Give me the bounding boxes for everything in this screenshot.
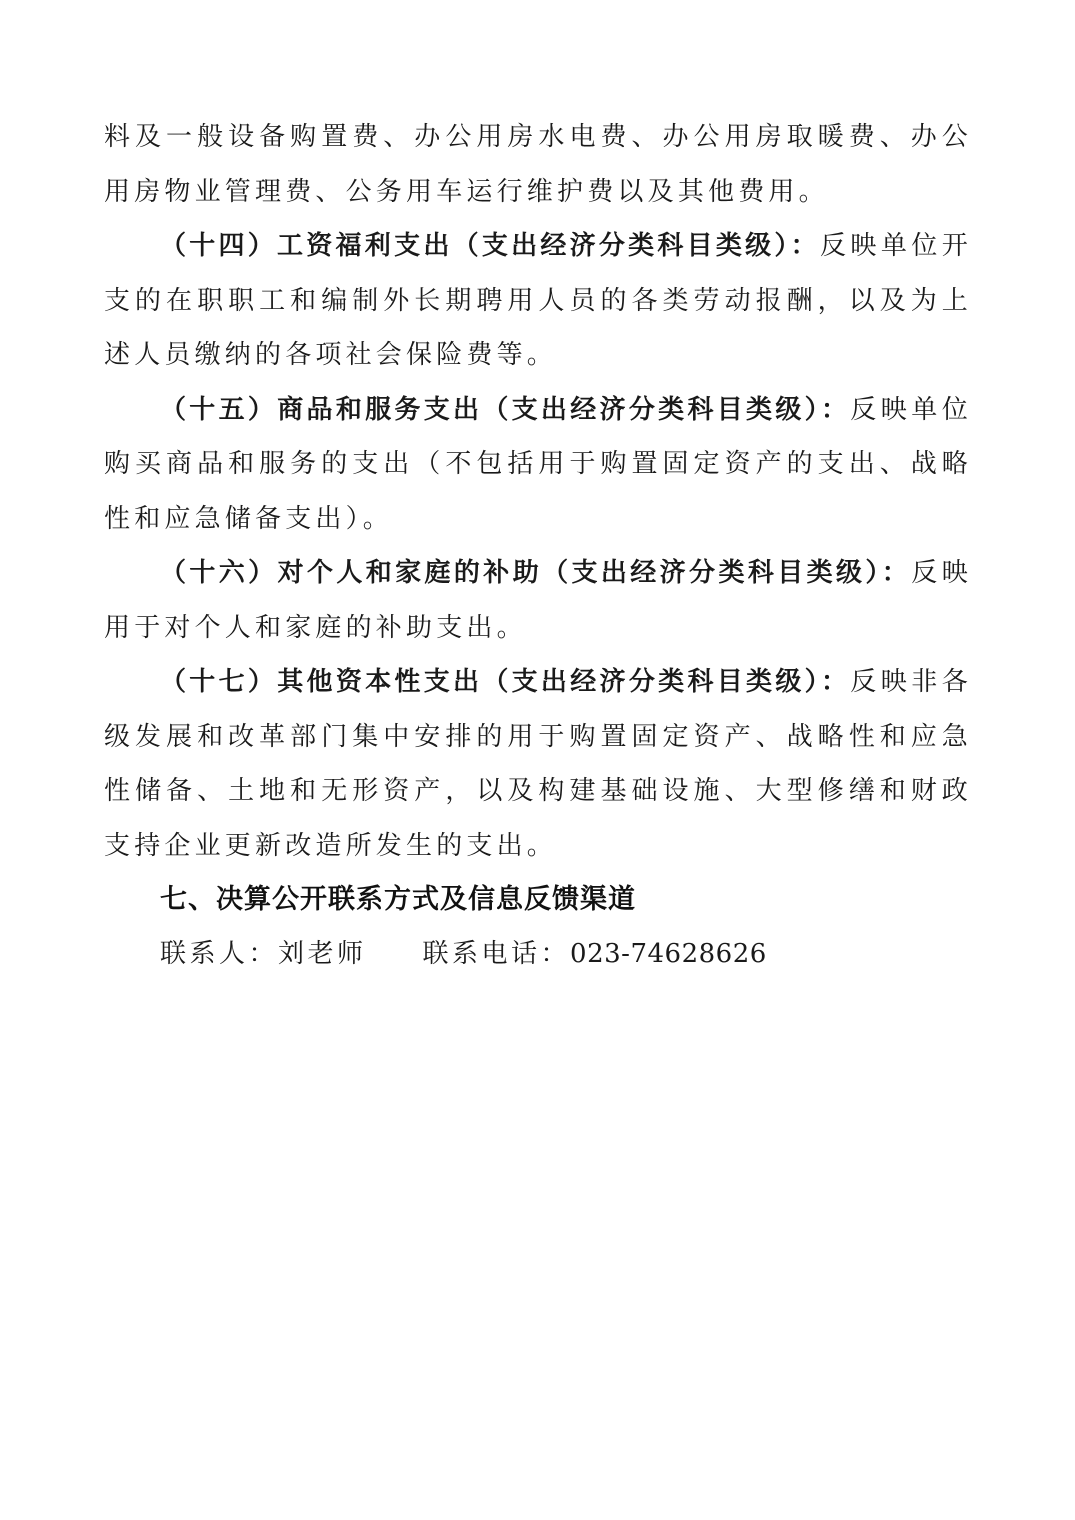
item-body: 反映用于对个人和家庭的补助支出。 (104, 558, 972, 643)
item-heading: （十五）商品和服务支出（支出经济分类科目类级）： (160, 394, 851, 425)
paragraph-item-16 (104, 546, 972, 655)
item-body: 反映非各级发展和改革部门集中安排的用于购置固定资产、战略性和应急性储备、土地和无形资产，以及构建基础设施、大型修缮和财政支持企业更新改造所发生的支出。 (104, 667, 972, 861)
item-body: 反映单位购买商品和服务的支出（不包括用于购置固定资产的支出、战略性和应急储备支出）。 (104, 394, 972, 534)
paragraph-item-17 (104, 655, 972, 873)
item-heading: （十六）对个人和家庭的补助（支出经济分类科目类级）： (160, 558, 912, 588)
item-heading: （十四）工资福利支出（支出经济分类科目类级）： (160, 231, 820, 261)
section-title: 七、决算公开联系方式及信息反馈渠道 (160, 884, 636, 915)
paragraph-text: 料及一般设备购置费、办公用房水电费、办公用房取暖费、办公用房物业管理费、公务用车运行维护费以及其他费用。 (104, 122, 972, 207)
paragraph-continuation (104, 110, 972, 219)
contact-phone-number: 023-74628626 (570, 939, 767, 969)
paragraph-item-15 (104, 383, 972, 547)
contact-person-label: 联系人： (160, 939, 279, 969)
contact-person-name: 刘老师 (278, 939, 367, 969)
document-body (104, 110, 972, 981)
contact-info (104, 927, 972, 981)
item-heading: （十七）其他资本性支出（支出经济分类科目类级）： (160, 667, 851, 697)
contact-phone-label: 联系电话： (422, 939, 571, 969)
paragraph-item-14 (104, 219, 972, 383)
item-body: 反映单位开支的在职职工和编制外长期聘用人员的各类劳动报酬，以及为上述人员缴纳的各项社会保险费等。 (104, 231, 972, 370)
